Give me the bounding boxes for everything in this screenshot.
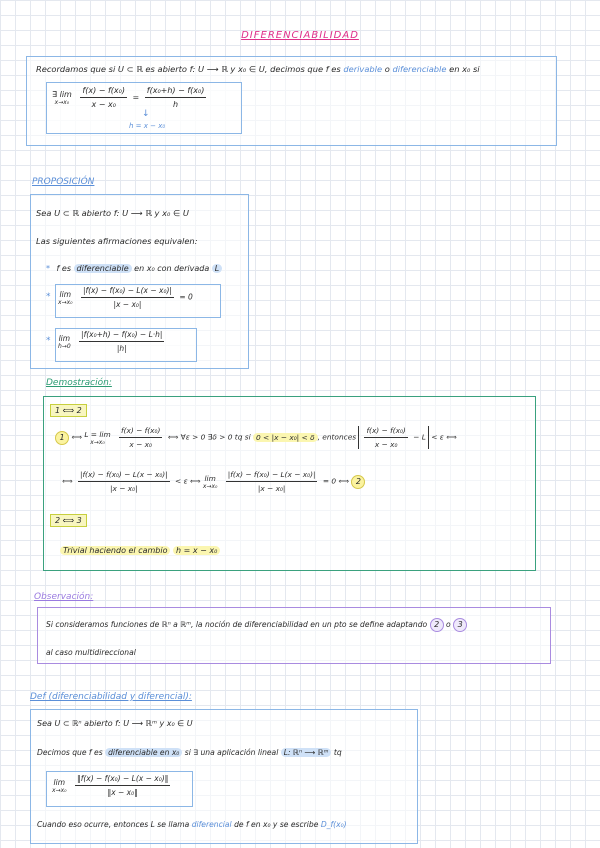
def-line-2-pre: Decimos que f es [37, 748, 103, 757]
obs-line-1 [46, 618, 467, 632]
demo-line-2-iff: ⟺ [62, 476, 73, 486]
intro-frac-1-den: x − x₀ [91, 100, 116, 109]
def-line-2-post: tq [333, 748, 342, 757]
def-line-2-mid: si ∃ una aplicación lineal [184, 748, 279, 757]
prop-line1: Sea U ⊂ ℝ abierto f: U ⟶ ℝ y x₀ ∈ U [36, 208, 189, 218]
obs-text-1: Si consideramos funciones de ℝⁿ a ℝᵐ, la noción de diferenciabilidad en un pto se define adaptando [46, 620, 428, 629]
down-arrow-icon: ↓ [142, 109, 150, 119]
intro-frac-2-den: h [173, 100, 179, 109]
demo-lim-b [203, 474, 218, 490]
page-title: DIFERENCIABILIDAD [241, 30, 359, 41]
demo-abs-num: f(x) − f(x₀) [364, 426, 407, 438]
intro-line [36, 64, 551, 74]
prop-heading: PROPOSICIÓN [32, 177, 95, 187]
intro-lim [52, 90, 72, 106]
intro-formula [52, 86, 209, 109]
demo-tag-1: 1 ⟺ 2 [50, 404, 87, 417]
def-lim-label: lim [53, 777, 66, 787]
bullet-icon: * [46, 292, 51, 302]
intro-en: en x₀ si [449, 64, 480, 74]
def-formula [52, 774, 173, 797]
demo-L-lim [84, 430, 110, 446]
prop-item-2-frac [81, 286, 174, 309]
prop-item-1 [46, 264, 222, 273]
obs-line-2: al caso multidireccional [46, 648, 136, 657]
demo-iff: ⟺ [71, 432, 82, 442]
obs-circle-3: 3 [453, 618, 467, 632]
def-line-2-map: L: ℝⁿ ⟶ ℝᵐ [281, 748, 332, 757]
demo-circle-1: 1 [55, 431, 69, 445]
demo-cond: 0 < |x − x₀| < δ [253, 433, 318, 442]
def-line-3 [37, 820, 347, 829]
prop-item-2-den: |x − x₀| [113, 300, 142, 309]
prop-item-3-num: |f(x₀+h) − f(x₀) − L·h| [79, 330, 164, 342]
bullet-icon: * [46, 264, 50, 273]
intro-derivable: derivable [343, 64, 383, 74]
def-lim-sub: x→x₀ [52, 786, 67, 794]
demo-then: , entonces [317, 432, 357, 442]
def-lim [52, 778, 67, 794]
demo-eq0: = 0 ⟺ [322, 476, 350, 486]
demo-circle-2: 2 [351, 475, 365, 489]
prop-item-1-L: L [212, 264, 222, 273]
demo-abs-den: x − x₀ [374, 440, 398, 449]
obs-heading: Observación: [34, 592, 94, 602]
intro-frac-2-num: f(x₀+h) − f(x₀) [145, 86, 207, 98]
demo-tag-2: 2 ⟺ 3 [50, 514, 87, 527]
intro-lim-label: ∃ lim [52, 89, 72, 99]
intro-o: o [384, 64, 390, 74]
prop-item-3-frac [79, 330, 164, 353]
def-line-3-pre: Cuando eso ocurre, entonces L se llama [37, 820, 190, 829]
def-frac [75, 774, 170, 797]
def-frac-num: ‖f(x) − f(x₀) − L(x − x₀)‖ [75, 774, 170, 786]
obs-o: o [446, 620, 451, 629]
intro-frac-1 [80, 86, 127, 109]
def-line-1: Sea U ⊂ ℝⁿ abierto f: U ⟶ ℝᵐ y x₀ ∈ U [37, 719, 193, 728]
def-heading: Def (diferenciabilidad y diferencial): [30, 692, 192, 702]
intro-equals: = [132, 93, 140, 102]
intro-frac-1-num: f(x) − f(x₀) [80, 86, 127, 98]
demo-frac-a-den: x − x₀ [129, 440, 152, 449]
def-notation: D_f(x₀) [320, 820, 347, 829]
demo-mid: ⟺ ∀ε > 0 ∃δ > 0 tq si [167, 432, 251, 442]
prop-item-2-num: |f(x) − f(x₀) − L(x − x₀)| [81, 286, 174, 298]
def-line-3-post: de f en x₀ y se escribe [234, 820, 319, 829]
prop-item-3-den: |h| [116, 344, 127, 353]
demo-abs-frac [364, 426, 407, 449]
demo-frac-b [78, 470, 170, 493]
def-line-2-highlight: diferenciable en x₀ [105, 748, 182, 757]
demo-L-lim-sub: x→x₀ [90, 438, 105, 446]
prop-item-3-lim [58, 334, 71, 350]
demo-lim-b-sub: x→x₀ [202, 482, 218, 490]
demo-trivial-text: Trivial haciendo el cambio [60, 546, 170, 555]
demo-minus-L: − L [413, 432, 426, 442]
demo-abs [358, 426, 428, 449]
demo-frac-c [226, 470, 318, 493]
prop-item-1-post: en x₀ con derivada [134, 264, 210, 273]
prop-item-2-eq: = 0 [179, 292, 193, 302]
demo-frac-c-num: |f(x) − f(x₀) − L(x − x₀)| [226, 470, 318, 482]
def-line-2 [37, 748, 342, 757]
prop-line2: Las siguientes afirmaciones equivalen: [36, 236, 198, 246]
demo-frac-c-den: |x − x₀| [257, 484, 286, 493]
demo-frac-a-num: f(x) − f(x₀) [119, 426, 162, 438]
demo-lim-b-label: lim [204, 473, 216, 483]
def-frac-den: ‖x − x₀‖ [107, 788, 138, 797]
demo-frac-b-num: |f(x) − f(x₀) − L(x − x₀)| [78, 470, 170, 482]
intro-frac-2 [145, 86, 207, 109]
intro-diferenciable: diferenciable [392, 64, 447, 74]
prop-item-3-lim-sub: h→0 [58, 342, 71, 350]
prop-item-3 [58, 330, 167, 353]
demo-trivial-change: h = x − x₀ [173, 546, 220, 555]
prop-item-2 [58, 286, 193, 309]
demo-frac-b-den: |x − x₀| [110, 484, 138, 493]
intro-sub-note: h = x − x₀ [129, 122, 166, 130]
prop-item-1-pre: f es [56, 264, 71, 273]
bullet-icon: * [46, 336, 51, 346]
demo-frac-a [119, 426, 162, 449]
obs-circle-2: 2 [430, 618, 444, 632]
def-line-3-highlight: diferencial [191, 820, 232, 829]
prop-item-1-highlight: diferenciable [74, 264, 132, 273]
demo-lt-eps: < ε ⟺ [431, 432, 457, 442]
prop-item-2-lim-label: lim [59, 289, 72, 299]
prop-item-2-lim [58, 290, 73, 306]
demo-trivial [60, 546, 220, 555]
demo-heading: Demostración: [46, 378, 112, 388]
intro-lim-sub: x→x₀ [54, 98, 70, 106]
demo-line-1 [55, 426, 457, 449]
demo-L-lim-label: L = lim [84, 429, 111, 439]
prop-item-2-lim-sub: x→x₀ [58, 298, 73, 306]
demo-line-2 [62, 470, 365, 493]
demo-lt-eps-2: < ε ⟺ [175, 476, 201, 486]
intro-text: Recordamos que si U ⊂ ℝ es abierto f: U ⟶ ℝ y x₀ ∈ U, decimos que f es [36, 64, 341, 74]
prop-item-3-lim-label: lim [58, 333, 71, 343]
